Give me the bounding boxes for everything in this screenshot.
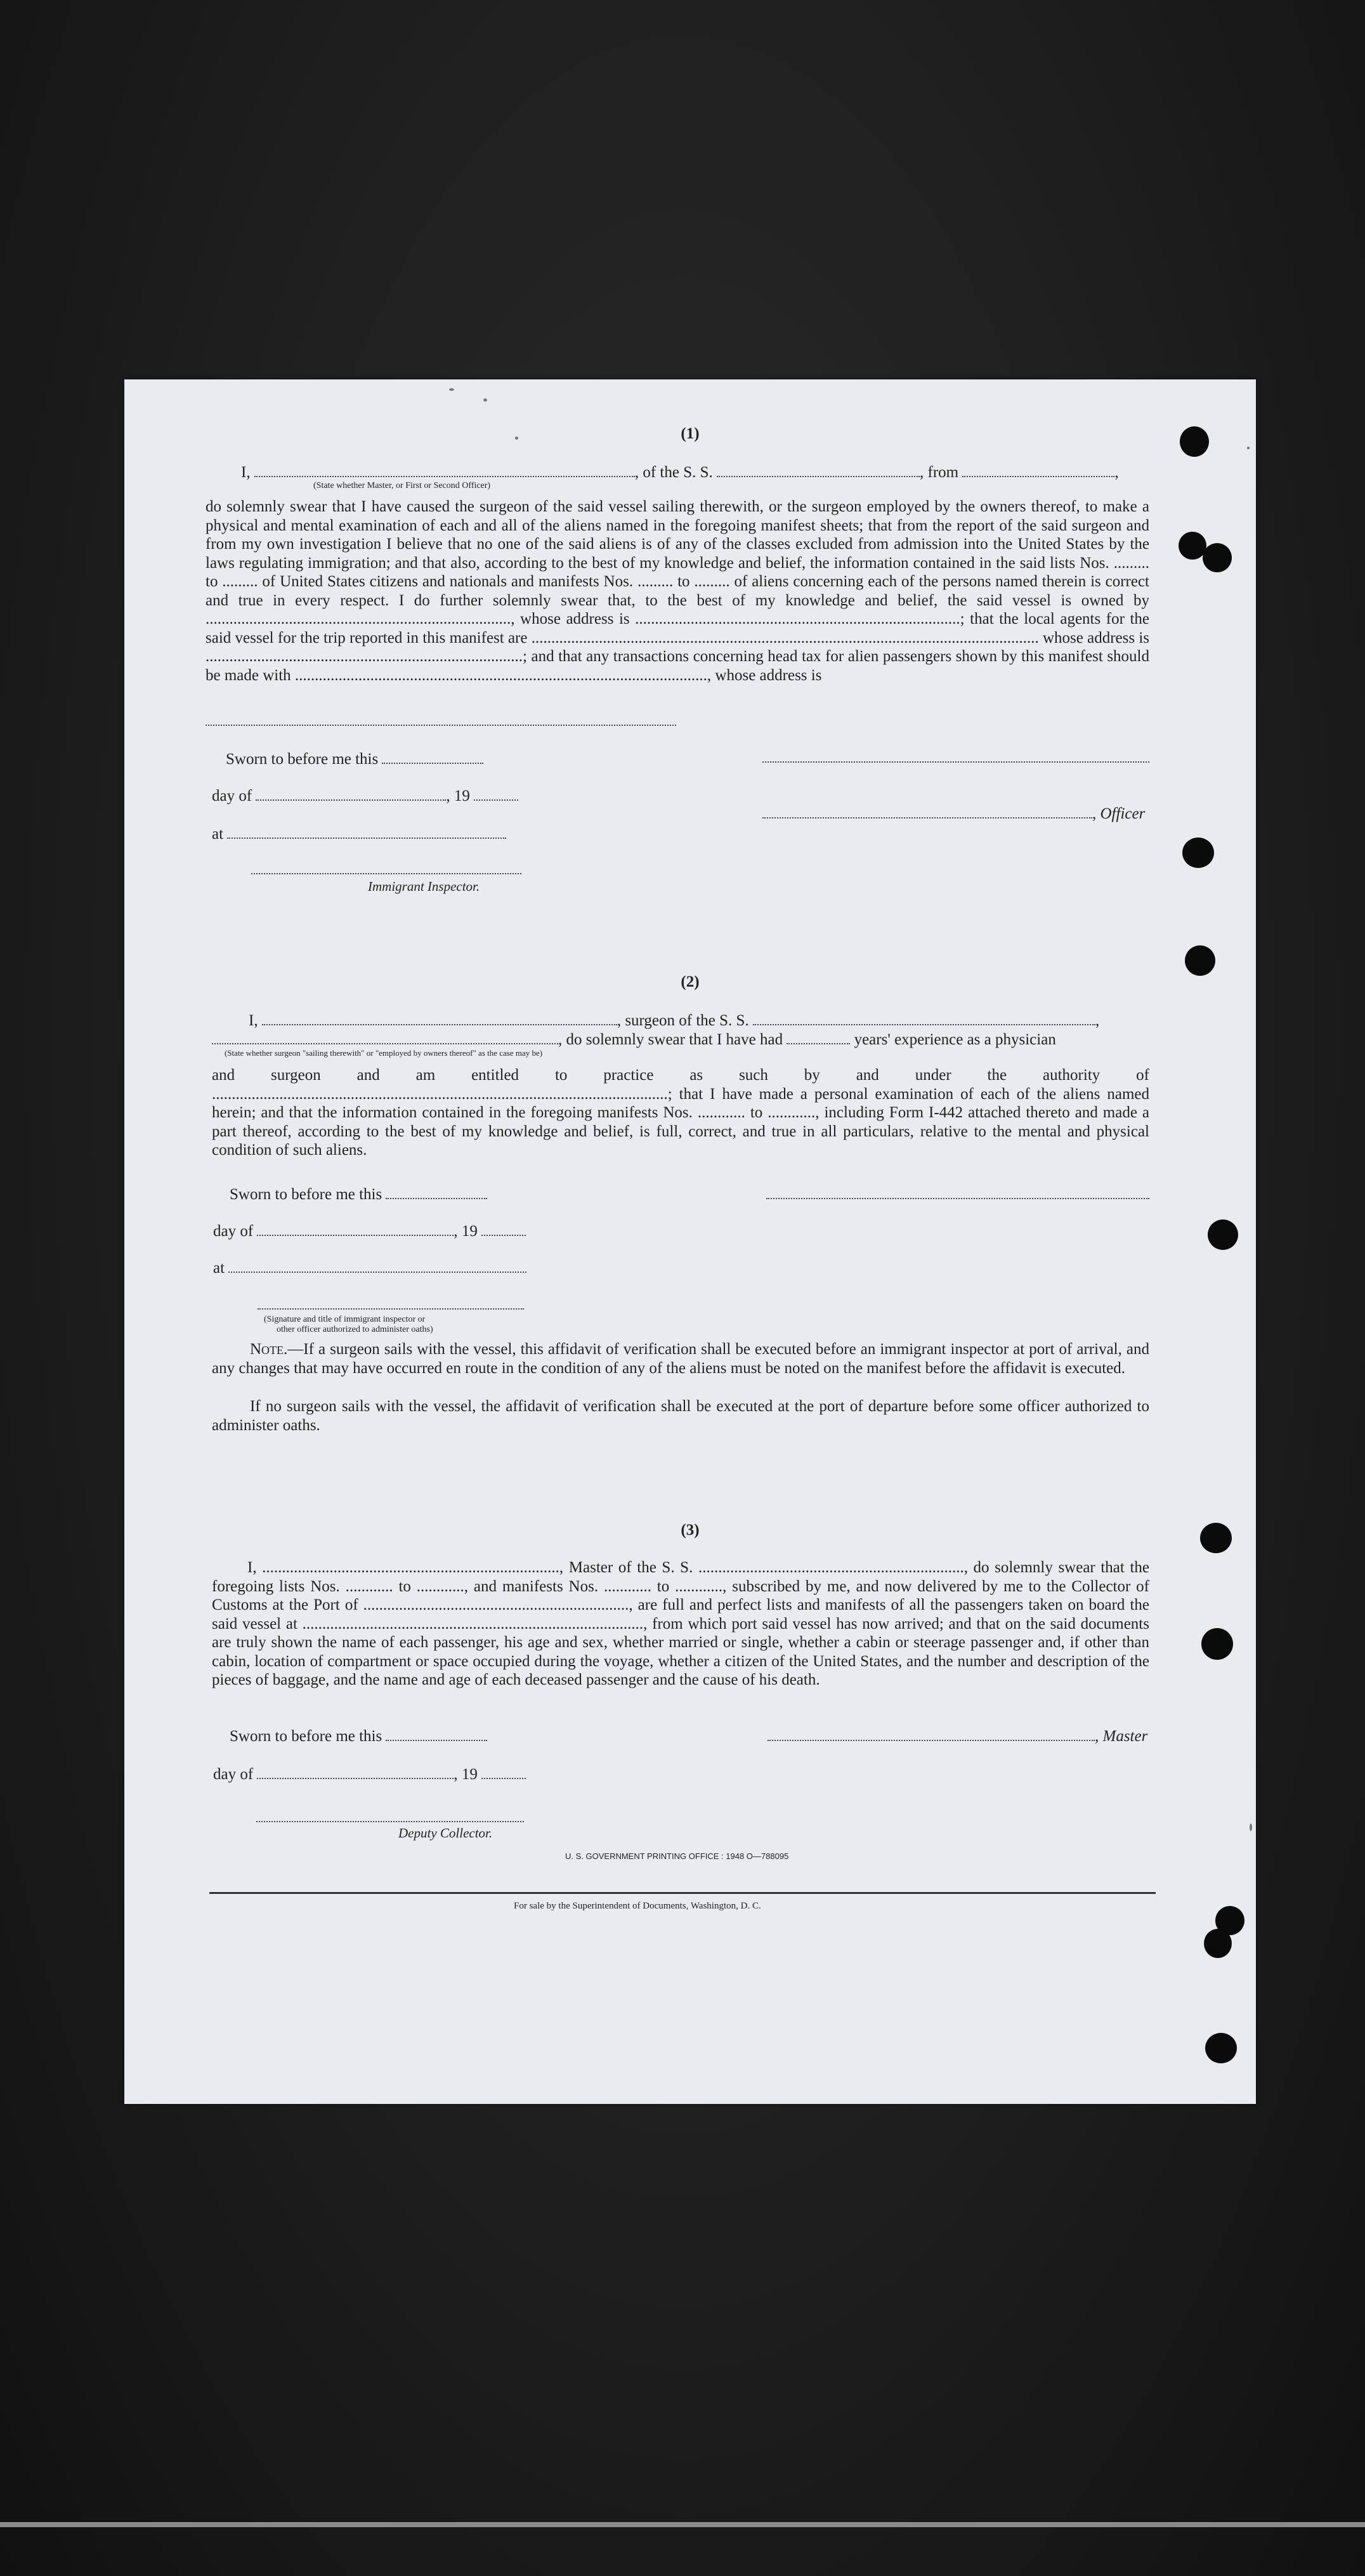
section-2-at-line: [213, 1258, 526, 1278]
section-1-oath-text: do solemnly swear that I have caused the surgeon of the said vessel sailing therewith, or the surgeon employed by the owners thereof, to make a physical and mental examination of each and all of the aliens named in the foregoing manifest sheets; that from the report of the said surgeon and from my own investigation I believe that no one of the said aliens is of any of the classes excluded from admission into the United States by the laws regulating immigration; and that also, according to the best of my knowledge and belief, the information contained in the said lists Nos. ......... to ......... of United States citizens and nationals and manifests Nos. ......... to ......... of aliens concerning each of the persons named therein is correct and true in every respect. I do further solemnly swear that, to the best of my knowledge and belief, the said vessel is owned by ............................................................................., whose address is ..................................................................................; that the local agents for the said vessel for the trip reported in this manifest are ................................................................................................................................ whose address is ................................................................................; and that any transactions concerning head tax for alien passengers shown by this manifest should be made with ........................................................................................................, whose address is: [206, 498, 1150, 684]
ship-name-field[interactable]: [717, 462, 920, 477]
section-3-master-line: [767, 1726, 1147, 1746]
binder-hole: [1200, 1523, 1232, 1553]
section-2-number: (2): [681, 973, 700, 990]
section-1-signature-line[interactable]: [762, 761, 1149, 763]
section-3-number: (3): [681, 1521, 700, 1539]
section-2-inspector-line[interactable]: [258, 1308, 524, 1310]
section-1-at-label: at: [212, 825, 224, 843]
form-page: [124, 379, 1256, 2104]
section-3-year-label: , 19: [454, 1766, 478, 1783]
section-3-oath-text: I, ..........................................................................., Master of the S. S. ..................................................................., do solemnly swear that the foregoing lists Nos. ............ to ............, and manifests Nos. ............ to ............, subscribed by me, and now delivered by me to the Collector of Customs at the Port of ..................................................................., are full and perfect lists and manifests of all the passengers taken on board the said vessel at ......................................................................................, from which port said vessel has now arrived; and that on the said documents are truly shown the name of each passenger, his age and sex, whether married or single, whether a cabin or steerage passenger and, if other than cabin, location of compartment or space occupied during the voyage, whether a citizen of the United States, and the number and description of the pieces of baggage, and the name and age of each deceased passenger and the cause of his death.: [212, 1559, 1149, 1688]
section-2-sworn-label: Sworn to before me this: [230, 1186, 382, 1203]
section-3-deputy-label: Deputy Collector.: [398, 1825, 493, 1841]
section-2-note-2: If no surgeon sails with the vessel, the affidavit of verification shall be executed at the port of departure before some officer authorized to administer oaths.: [212, 1398, 1149, 1434]
section-2-comma: ,: [1095, 1012, 1100, 1029]
years-experience-field[interactable]: [787, 1029, 850, 1044]
section-1-officer-field[interactable]: [762, 803, 1092, 818]
note-text: —If a surgeon sails with the vessel, this affidavit of verification shall be executed before an immigrant inspector at port of arrival, and any changes that may have occurred en route in the condition of any of the aliens must be noted on the manifest before the affidavit is executed.: [212, 1341, 1149, 1377]
section-1-line-1: [241, 462, 1119, 482]
section-2-sig-caption-2: other officer authorized to administer oaths): [277, 1325, 433, 1334]
section-2-year-label: , 19: [454, 1223, 478, 1240]
section-1-day-label: day of: [212, 787, 252, 805]
section-1-from: , from: [920, 464, 959, 481]
section-1-place-field[interactable]: [227, 824, 506, 839]
note-label: Note.: [250, 1341, 288, 1358]
section-2-at-label: at: [213, 1259, 225, 1277]
section-1-sworn-label: Sworn to before me this: [226, 751, 379, 768]
section-1-year-label: , 19: [446, 787, 470, 805]
scanner-edge-band: [0, 2522, 1365, 2527]
section-1-year-field[interactable]: [474, 785, 518, 801]
section-1-day-line: [212, 785, 518, 806]
section-1-caption: (State whether Master, or First or Second Officer): [313, 481, 491, 490]
section-1-inspector-label: Immigrant Inspector.: [368, 879, 480, 894]
section-2-sworn-day-field[interactable]: [386, 1184, 487, 1199]
officer-name-field[interactable]: [254, 462, 635, 477]
scan-speck: [1247, 447, 1250, 449]
section-3-day-line: [213, 1764, 526, 1784]
section-3-sworn-line: [230, 1726, 487, 1746]
section-1-comma: ,: [1114, 464, 1119, 481]
section-2-sworn-line: [230, 1184, 487, 1204]
section-2-swear-label: , do solemnly swear that I have had: [558, 1031, 783, 1048]
section-3-sworn-label: Sworn to before me this: [230, 1728, 382, 1745]
section-1-officer-line: [762, 803, 1145, 824]
section-3-day-label: day of: [213, 1766, 254, 1783]
scan-speck: [515, 437, 518, 440]
section-2-line-2: [212, 1029, 1056, 1049]
departure-port-field[interactable]: [962, 462, 1114, 477]
section-3-deputy-line[interactable]: [256, 1821, 524, 1822]
section-1-number: (1): [681, 425, 700, 442]
section-2-sig-caption-1: (Signature and title of immigrant inspector or: [264, 1315, 426, 1324]
footer-sale-text: For sale by the Superintendent of Documents, Washington, D. C.: [514, 1901, 761, 1911]
section-2-surgeon-label: , surgeon of the S. S.: [617, 1012, 749, 1029]
section-3-year-field[interactable]: [481, 1764, 526, 1779]
section-1-inspector-line[interactable]: [251, 873, 521, 874]
section-1-at-line: [212, 824, 506, 844]
binder-hole: [1185, 945, 1215, 976]
binder-hole: [1208, 1219, 1238, 1250]
section-2-signature-line[interactable]: [766, 1198, 1149, 1199]
section-2-note: [212, 1340, 1149, 1377]
section-2-years-label: years' experience as a physician: [854, 1031, 1056, 1048]
section-3-sworn-day-field[interactable]: [386, 1726, 487, 1741]
section-2-ship-field[interactable]: [753, 1010, 1095, 1025]
section-1-month-field[interactable]: [256, 785, 446, 801]
footer-rule: [209, 1892, 1156, 1894]
section-2-year-field[interactable]: [481, 1221, 526, 1236]
scan-speck: [1250, 1824, 1252, 1831]
section-3-master-label: , Master: [1095, 1728, 1148, 1745]
binder-hole: [1180, 426, 1209, 457]
section-1-officer-label: , Officer: [1092, 805, 1146, 822]
section-2-line-1: [249, 1010, 1099, 1030]
section-2-day-label: day of: [213, 1223, 254, 1240]
section-1-sworn-line: [226, 749, 483, 769]
binder-hole: [1205, 2033, 1237, 2063]
surgeon-name-field[interactable]: [262, 1010, 617, 1025]
section-2-oath-text: and surgeon and am entitled to practice as such by and under the authority of ...................................................................................................................; that I have made a personal examination of each of the aliens named herein; and that the information contained in the foregoing manifests Nos. ............ to ............, including Form I-442 attached thereto and made a part thereof, according to the best of my knowledge and belief, is full, correct, and true in all particulars, relative to the mental and physical condition of such aliens.: [212, 1067, 1149, 1159]
section-1-i: I,: [241, 464, 251, 481]
binder-hole: [1204, 1929, 1232, 1958]
surgeon-status-field[interactable]: [212, 1029, 558, 1044]
section-2-place-field[interactable]: [228, 1258, 526, 1273]
section-1-of-ss: , of the S. S.: [634, 464, 713, 481]
section-3-month-field[interactable]: [257, 1764, 454, 1779]
section-1-address-line[interactable]: [206, 725, 676, 726]
section-2-month-field[interactable]: [257, 1221, 454, 1236]
binder-hole: [1201, 1628, 1233, 1660]
section-3-master-signature-field[interactable]: [767, 1726, 1095, 1741]
binder-hole: [1182, 838, 1214, 868]
binder-hole: [1203, 543, 1232, 572]
scan-speck: [483, 398, 487, 402]
scan-speck: [449, 388, 454, 391]
section-2-day-line: [213, 1221, 526, 1241]
printing-office-imprint: U. S. GOVERNMENT PRINTING OFFICE : 1948 O—788095: [565, 1851, 789, 1861]
section-1-sworn-day-field[interactable]: [382, 749, 483, 764]
section-2-caption: (State whether surgeon "sailing therewith" or "employed by owners thereof" as the case may be): [225, 1048, 543, 1058]
section-2-i: I,: [249, 1012, 258, 1029]
